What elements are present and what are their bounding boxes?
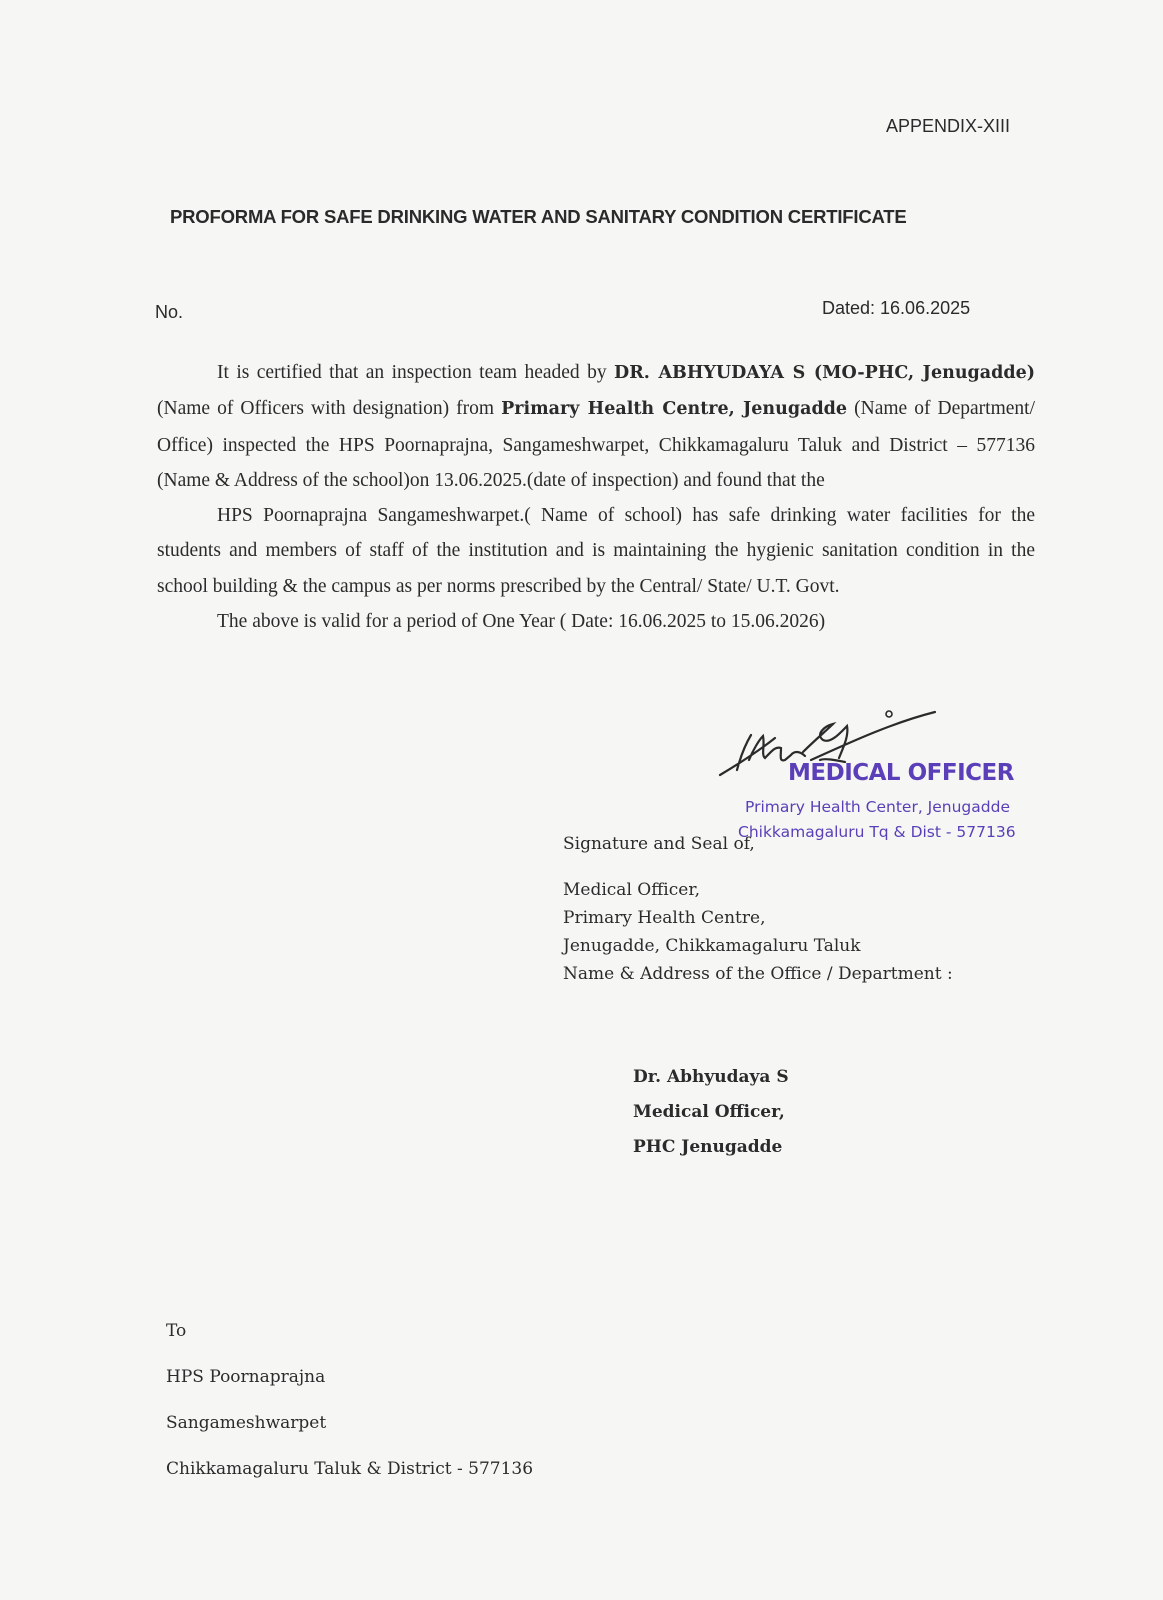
stamp-line-1: Primary Health Center, Jenugadde	[745, 798, 1010, 816]
signer-block	[633, 1060, 789, 1165]
stamp-title: MEDICAL OFFICER	[788, 760, 1014, 786]
office-line: Medical Officer,	[563, 880, 700, 900]
office-line: Primary Health Centre,	[563, 908, 766, 928]
inspecting-officer: DR. ABHYUDAYA S (MO-PHC, Jenugadde)	[614, 363, 1036, 383]
certificate-body	[157, 355, 1035, 639]
office-line: Jenugadde, Chikkamagaluru Taluk	[563, 936, 861, 956]
issue-date: Dated: 16.06.2025	[822, 298, 971, 318]
signer-designation: Medical Officer,	[633, 1102, 785, 1122]
stamp-line-2: Chikkamagaluru Tq & Dist - 577136	[738, 823, 1016, 841]
recipient-line: Chikkamagaluru Taluk & District - 577136	[166, 1459, 534, 1479]
paragraph-validity: The above is valid for a period of One Year ( Date: 16.06.2025 to 15.06.2026)	[217, 611, 826, 633]
recipient-line: Sangameshwarpet	[166, 1413, 327, 1433]
to-label: To	[166, 1321, 187, 1341]
intro-text: It is certified that an inspection team headed by	[217, 362, 615, 383]
recipient-block	[166, 1308, 533, 1492]
office-address	[563, 876, 953, 988]
officer-note: (Name of Officers with designation) from	[157, 398, 502, 420]
reference-number-label: No.	[155, 302, 184, 322]
office-line: Name & Address of the Office / Department :	[563, 964, 953, 984]
document-title: PROFORMA FOR SAFE DRINKING WATER AND SANITARY CONDITION CERTIFICATE	[170, 206, 907, 227]
appendix-label: APPENDIX-XIII	[886, 116, 1011, 136]
inspecting-department: Primary Health Centre, Jenugadde	[501, 399, 848, 420]
paragraph-inspection	[157, 355, 1035, 498]
recipient-line: HPS Poornaprajna	[166, 1367, 326, 1387]
signer-name: Dr. Abhyudaya S	[633, 1067, 789, 1087]
department-note: (Name of Department/ Office) inspected the HPS Poornaprajna, Sangameshwarpet, Chikkamagaluru Taluk and District – 577136 (Name & Address of the school)on 13.06.2025.(date of inspection) and found that the	[157, 398, 1035, 491]
paragraph-findings: HPS Poornaprajna Sangameshwarpet.( Name of school) has safe drinking water facilities for the students and members of staff of the institution and is maintaining the hygienic sanitation condition in the school building & the campus as per norms prescribed by the Central/ State/ U.T. Govt.	[157, 505, 1035, 597]
signer-office: PHC Jenugadde	[633, 1137, 783, 1157]
signature-label: Signature and Seal of,	[563, 834, 755, 854]
